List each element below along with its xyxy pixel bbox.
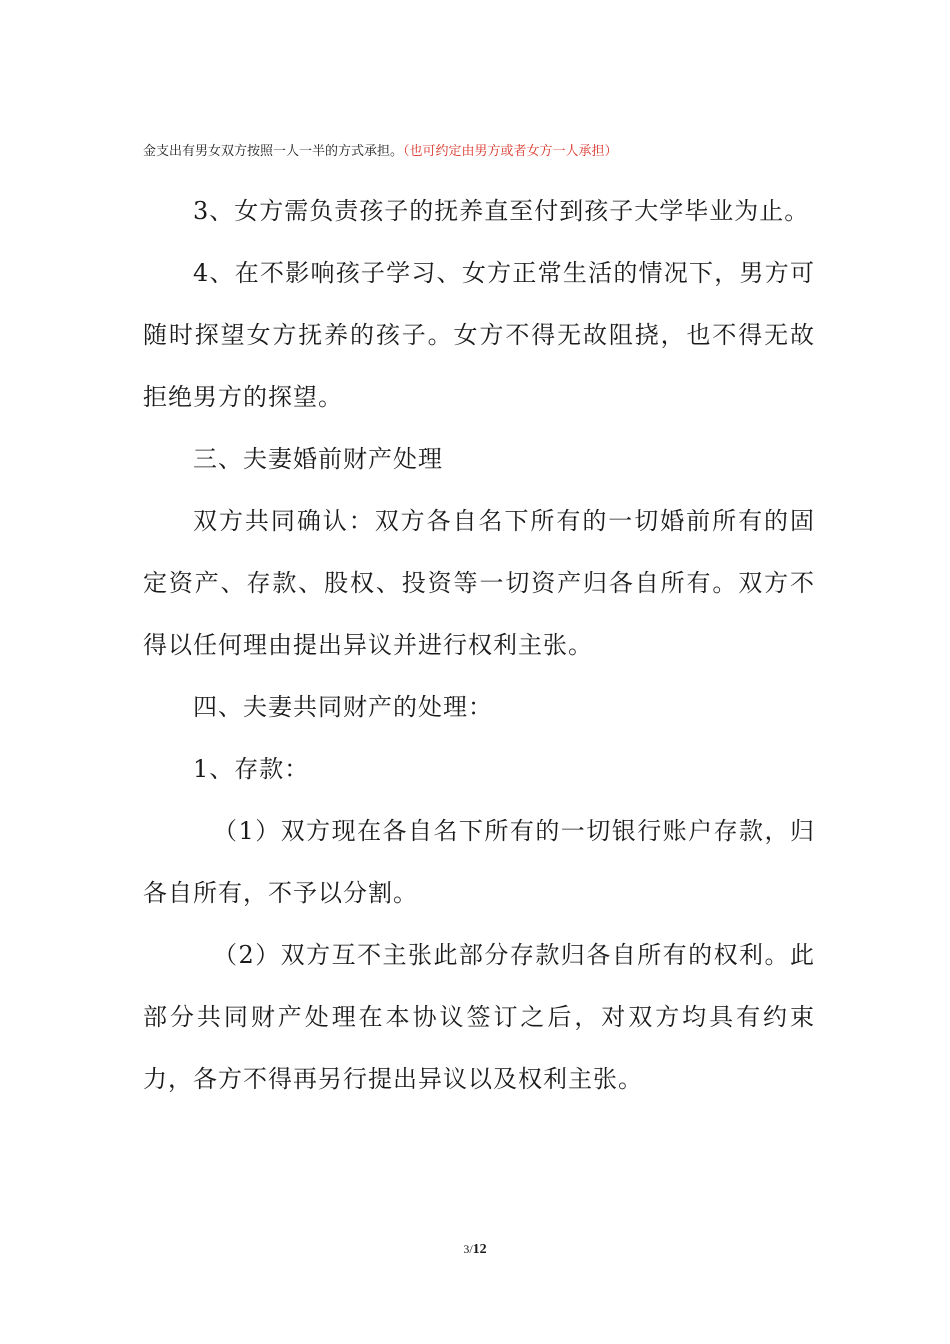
paragraph-premarital-property: 双方共同确认：双方各自名下所有的一切婚前所有的固定资产、存款、股权、投资等一切资产归各自所有。双方不得以任何理由提出异议并进行权利主张。 [143, 507, 815, 659]
section-heading-joint-property: 四、夫妻共同财产的处理： [193, 693, 493, 721]
section-heading-premarital-property: 三、夫妻婚前财产处理 [193, 445, 443, 473]
page-number-total: 12 [472, 1242, 487, 1257]
paragraph-child-support: 3、女方需负责孩子的抚养直至付到孩子大学毕业为止。 [193, 197, 810, 225]
top-note-text: 金支出有男女双方按照一人一半的方式承担。 [143, 144, 404, 159]
page-number-current: 3/ [463, 1242, 473, 1256]
paragraph-visitation: 4、在不影响孩子学习、女方正常生活的情况下，男方可随时探望女方抚养的孩子。女方不得无故阻挠，也不得无故拒绝男方的探望。 [143, 259, 815, 411]
paragraph-deposits-2: （2）双方互不主张此部分存款归各自所有的权利。此部分共同财产处理在本协议签订之后，对双方均具有约束力，各方不得再另行提出异议以及权利主张。 [143, 941, 815, 1093]
document-body [143, 180, 815, 1110]
subheading-deposits: 1、存款： [193, 755, 310, 783]
paragraph-deposits-1: （1）双方现在各自名下所有的一切银行账户存款，归各自所有，不予以分割。 [143, 817, 815, 907]
top-note [143, 142, 618, 162]
page-number [0, 1240, 950, 1259]
top-note-red-text: （也可约定由男方或者女方一人承担） [403, 144, 618, 159]
